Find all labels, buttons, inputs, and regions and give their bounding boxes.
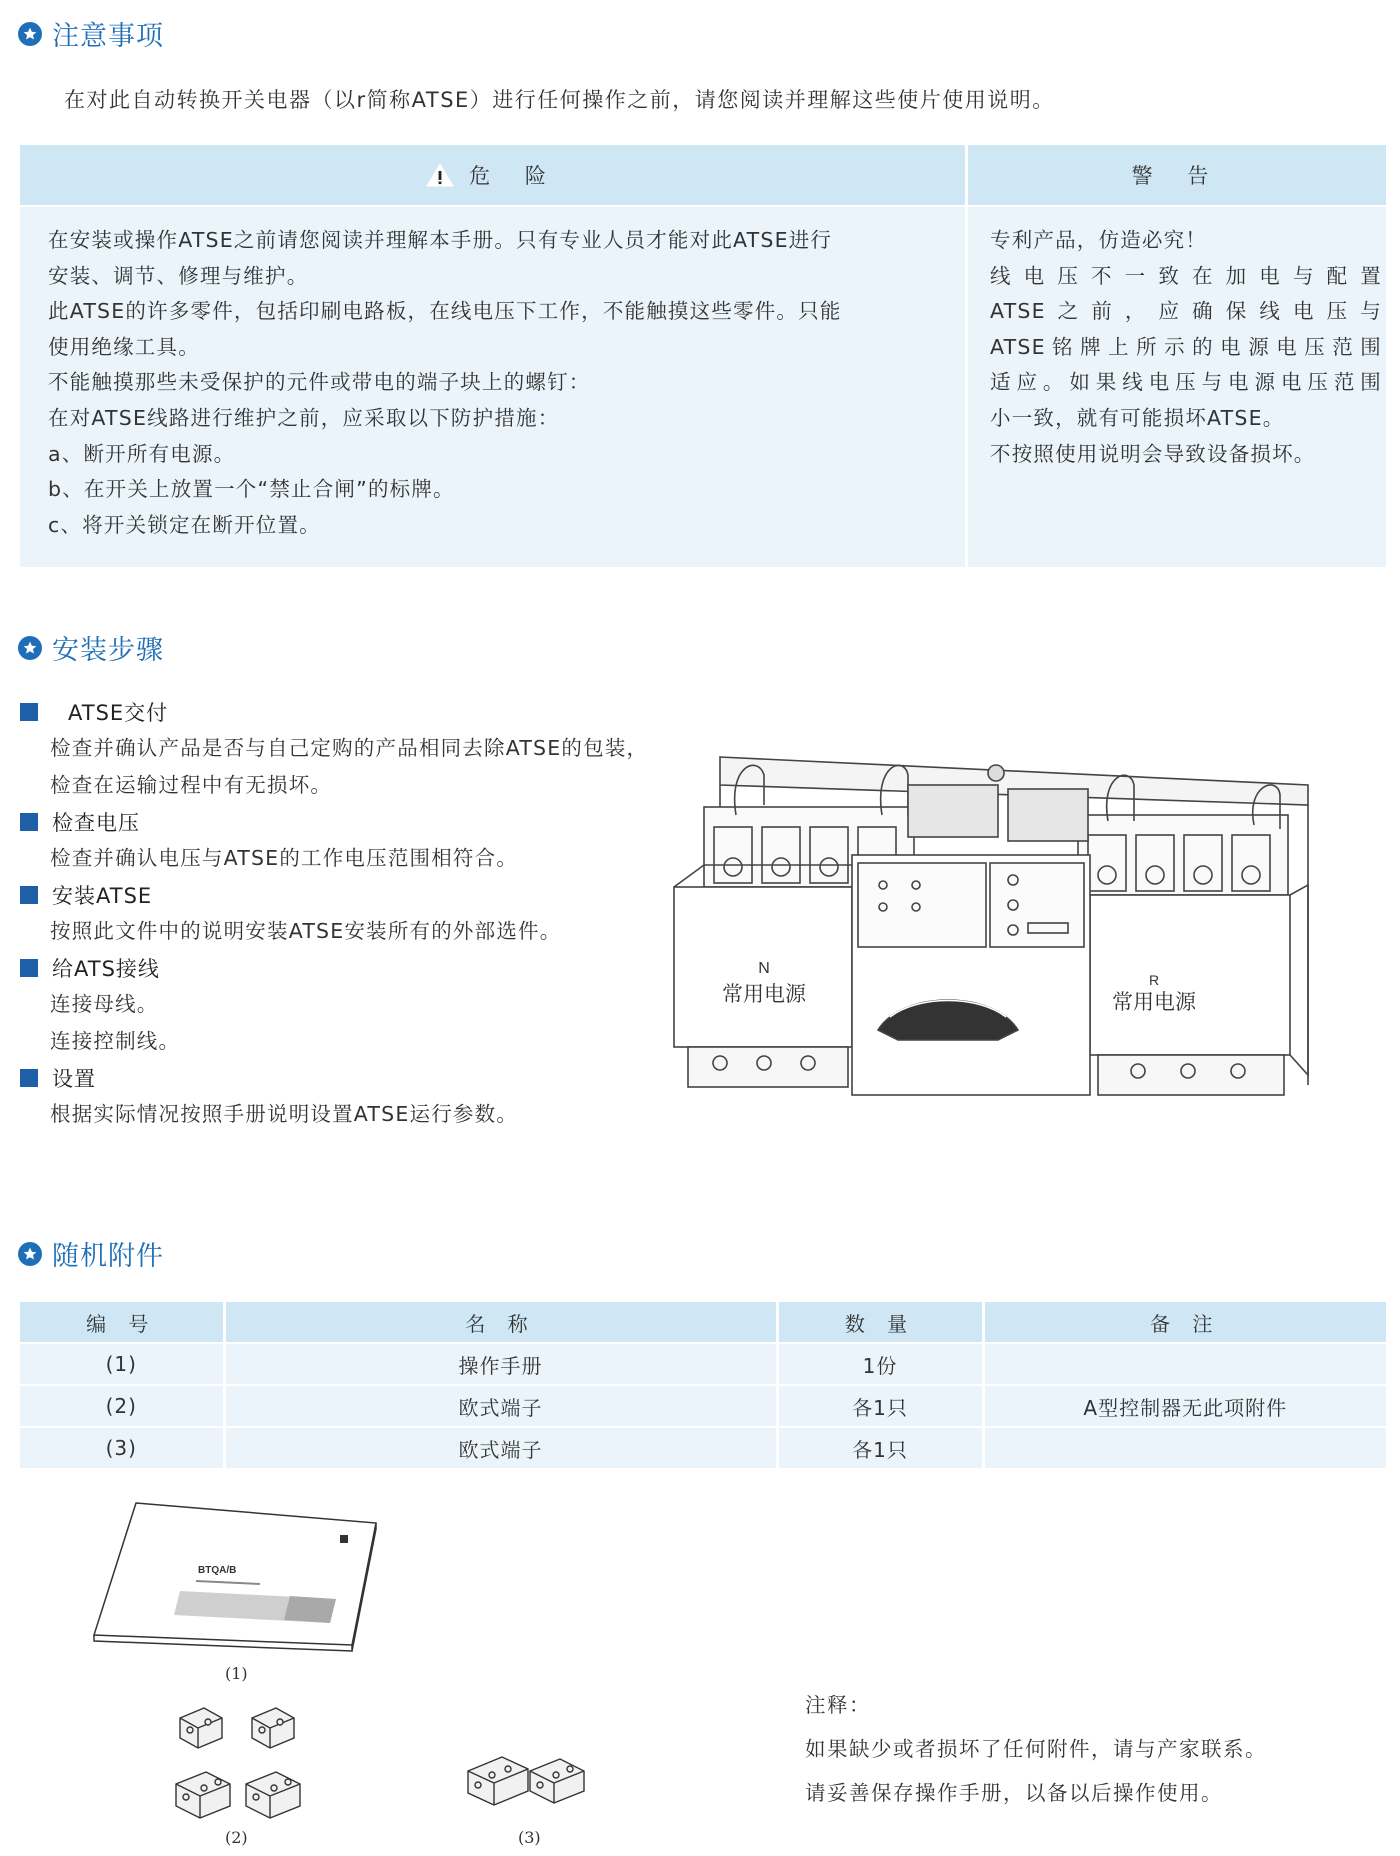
table-cell [983, 1343, 1386, 1385]
col-header: 编 号 [20, 1302, 224, 1343]
danger-line: 安装、调节、修理与维护。 [48, 263, 309, 288]
section-title: 安装步骤 [52, 635, 164, 666]
step-title: 设置 [20, 1060, 720, 1096]
notes-line: 请妥善保存操作手册，以备以后操作使用。 [805, 1781, 1223, 1805]
device-left-label: 常用电源 [722, 982, 806, 1006]
accessories-table [20, 1302, 1386, 1468]
bullet-square-icon [20, 813, 38, 831]
table-cell [983, 1427, 1386, 1468]
step-line: 连接母线。 [50, 992, 159, 1016]
step-title: 安装ATSE [20, 877, 720, 913]
table-header-row [20, 1302, 1386, 1343]
warning-line: 线电压不一致在加电与配置 [990, 263, 1382, 288]
danger-header [20, 145, 965, 205]
device-left-letter: N [758, 960, 770, 977]
col-header: 备 注 [983, 1302, 1386, 1343]
warning-line: ATSE之前，应确保线电压与 [990, 299, 1382, 324]
figure-caption-3: (3) [518, 1828, 541, 1847]
col-header: 数 量 [777, 1302, 983, 1343]
bullet-square-icon [20, 886, 38, 904]
star-icon [18, 1242, 42, 1266]
table-cell: A型控制器无此项附件 [983, 1385, 1386, 1427]
step-line: 根据实际情况按照手册说明设置ATSE运行参数。 [50, 1102, 519, 1126]
bullet-square-icon [20, 703, 38, 721]
notes-block [805, 1683, 1267, 1815]
star-icon [18, 22, 42, 46]
install-steps [20, 694, 720, 1133]
table-cell: (3) [20, 1427, 224, 1468]
table-cell: 欧式端子 [224, 1385, 777, 1427]
table-cell: 操作手册 [224, 1343, 777, 1385]
figure-caption-2: (2) [225, 1828, 248, 1847]
step-line: 检查并确认电压与ATSE的工作电压范围相符合。 [50, 846, 519, 870]
step-line: 按照此文件中的说明安装ATSE安装所有的外部选件。 [50, 919, 562, 943]
table-cell: (1) [20, 1343, 224, 1385]
warning-header [968, 145, 1386, 205]
danger-line: 使用绝缘工具。 [48, 334, 200, 359]
danger-line: a、断开所有电源。 [48, 441, 236, 466]
table-row [20, 1385, 1386, 1427]
column-divider [965, 145, 968, 567]
table-cell: 各1只 [777, 1385, 983, 1427]
terminal-connector-set-2 [170, 1700, 310, 1836]
manual-title: BTQA/B [198, 1565, 237, 1576]
warning-line: 适应。如果线电压与电源电压范围 [990, 370, 1382, 395]
table-cell: 欧式端子 [224, 1427, 777, 1468]
atse-device-illustration [668, 745, 1330, 1115]
table-cell: 1份 [777, 1343, 983, 1385]
section-precautions-heading [18, 14, 164, 53]
step-title: 检查电压 [20, 804, 720, 840]
danger-line: 不能触摸那些未受保护的元件或带电的端子块上的螺钉： [48, 370, 591, 395]
step-line: 连接控制线。 [50, 1029, 181, 1053]
table-row [20, 1427, 1386, 1468]
danger-line: b、在开关上放置一个“禁止合闸”的标牌。 [48, 477, 455, 502]
danger-line: 在对ATSE线路进行维护之前，应采取以下防护措施： [48, 405, 560, 430]
section-install-heading [18, 628, 164, 667]
table-cell: (2) [20, 1385, 224, 1427]
step-title: ATSE交付 [20, 694, 720, 730]
intro-text: 在对此自动转换开关电器（以r简称ATSE）进行任何操作之前，请您阅读并理解这些使片使用说明。 [64, 88, 1055, 112]
warning-table [20, 145, 1386, 567]
danger-body [48, 223, 948, 543]
device-right-label: 常用电源 [1112, 990, 1196, 1014]
warning-triangle-icon [425, 162, 455, 188]
step-line: 检查在运输过程中有无损坏。 [50, 773, 333, 797]
danger-line: 此ATSE的许多零件，包括印刷电路板，在线电压下工作，不能触摸这些零件。只能 [48, 299, 842, 324]
section-title: 随机附件 [52, 1241, 164, 1272]
warning-line: ATSE铭牌上所示的电源电压范围 [990, 334, 1382, 359]
star-icon [18, 636, 42, 660]
notes-line: 如果缺少或者损坏了任何附件，请与产家联系。 [805, 1737, 1267, 1761]
warning-body [990, 223, 1382, 472]
bullet-square-icon [20, 959, 38, 977]
device-right-letter: R [1148, 972, 1160, 988]
warning-header-label: 警 告 [1131, 164, 1223, 188]
danger-line: 在安装或操作ATSE之前请您阅读并理解本手册。只有专业人员才能对此ATSE进行 [48, 228, 833, 252]
header-divider [20, 205, 1386, 207]
section-title: 注意事项 [52, 21, 164, 52]
manual-illustration [90, 1495, 380, 1655]
table-cell: 各1只 [777, 1427, 983, 1468]
table-row [20, 1343, 1386, 1385]
terminal-connector-set-3 [462, 1745, 592, 1815]
bullet-square-icon [20, 1069, 38, 1087]
section-accessories-heading [18, 1234, 164, 1273]
warning-line: 小一致，就有可能损坏ATSE。 [990, 405, 1285, 430]
warning-line: 专利产品，仿造必究！ [990, 228, 1207, 252]
step-line: 检查并确认产品是否与自己定购的产品相同去除ATSE的包装， [50, 736, 649, 760]
danger-header-label: 危 险 [469, 164, 560, 188]
step-title: 给ATS接线 [20, 950, 720, 986]
warning-line: 不按照使用说明会导致设备损坏。 [990, 441, 1316, 466]
col-header: 名 称 [224, 1302, 777, 1343]
notes-title: 注释： [805, 1693, 871, 1717]
figure-caption-1: (1) [225, 1664, 248, 1683]
danger-line: c、将开关锁定在断开位置。 [48, 512, 321, 537]
